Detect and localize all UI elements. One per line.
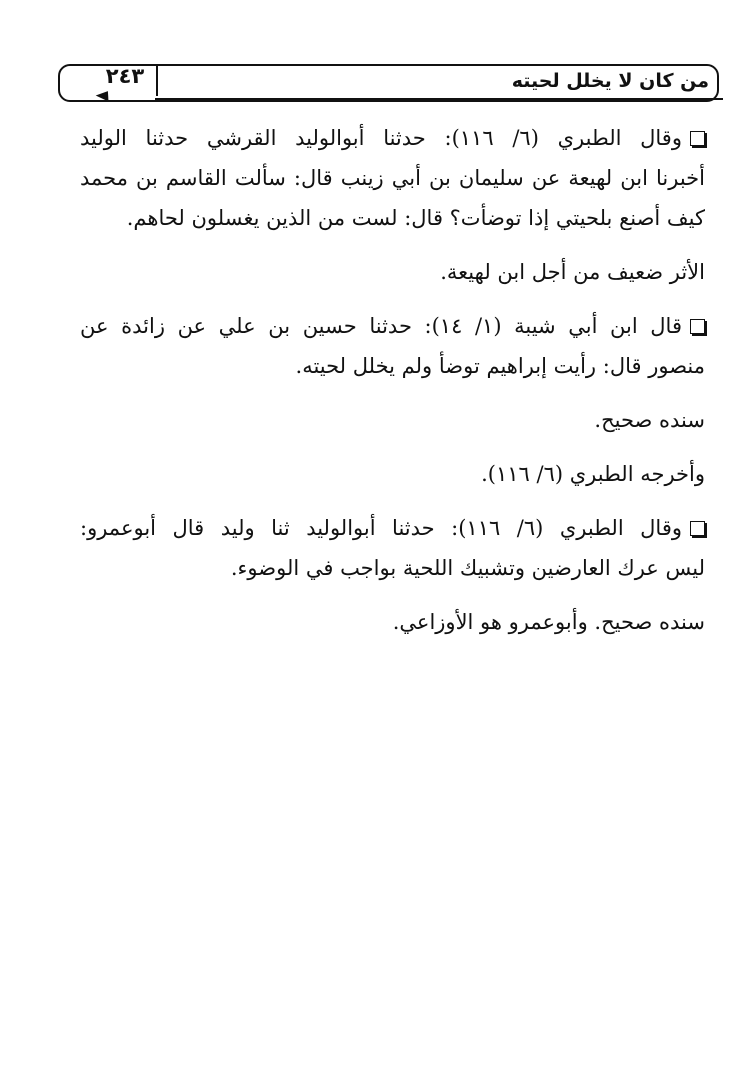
text-line: ليس عرك العارضين وتشبيك اللحية بواجب في الوضوء.	[230, 556, 705, 580]
paragraph	[80, 306, 705, 386]
paragraph	[80, 454, 705, 494]
paragraph	[80, 252, 705, 292]
text-line: وقال الطبري (٦/ ١١٦): حدثنا أبوالوليد القرشي حدثنا الوليد	[80, 118, 705, 158]
text-line: وأخرجه الطبري (٦/ ١١٦).	[481, 462, 705, 486]
square-bullet-icon	[690, 131, 705, 146]
text-line: كيف أصنع بلحيتي إذا توضأت؟ قال: لست من الذين يغسلون لحاهم.	[126, 206, 705, 230]
paragraph	[80, 602, 705, 642]
paragraph	[80, 400, 705, 440]
running-title: من كان لا يخلل لحيته	[511, 70, 709, 92]
text-line: سنده صحيح. وأبوعمرو هو الأوزاعي.	[392, 610, 705, 634]
page-number: ٢٤٣	[105, 64, 145, 88]
page-body	[80, 118, 705, 642]
text-line: منصور قال: رأيت إبراهيم توضأ ولم يخلل لحيته.	[295, 354, 705, 378]
text-line: سنده صحيح.	[594, 408, 705, 432]
text-line: الأثر ضعيف من أجل ابن لهيعة.	[440, 260, 705, 284]
square-bullet-icon	[690, 319, 705, 334]
text-line: قال ابن أبي شيبة (١/ ١٤): حدثنا حسين بن علي عن زائدة عن	[80, 306, 705, 346]
paragraph	[80, 508, 705, 588]
text-line: وقال الطبري (٦/ ١١٦): حدثنا أبوالوليد ثنا وليد قال أبوعمرو:	[80, 508, 705, 548]
square-bullet-icon	[690, 521, 705, 536]
paragraph	[80, 118, 705, 238]
header-rule	[155, 98, 723, 100]
text-line: أخبرنا ابن لهيعة عن سليمان بن أبي زينب قال: سألت القاسم بن محمد	[80, 166, 705, 190]
